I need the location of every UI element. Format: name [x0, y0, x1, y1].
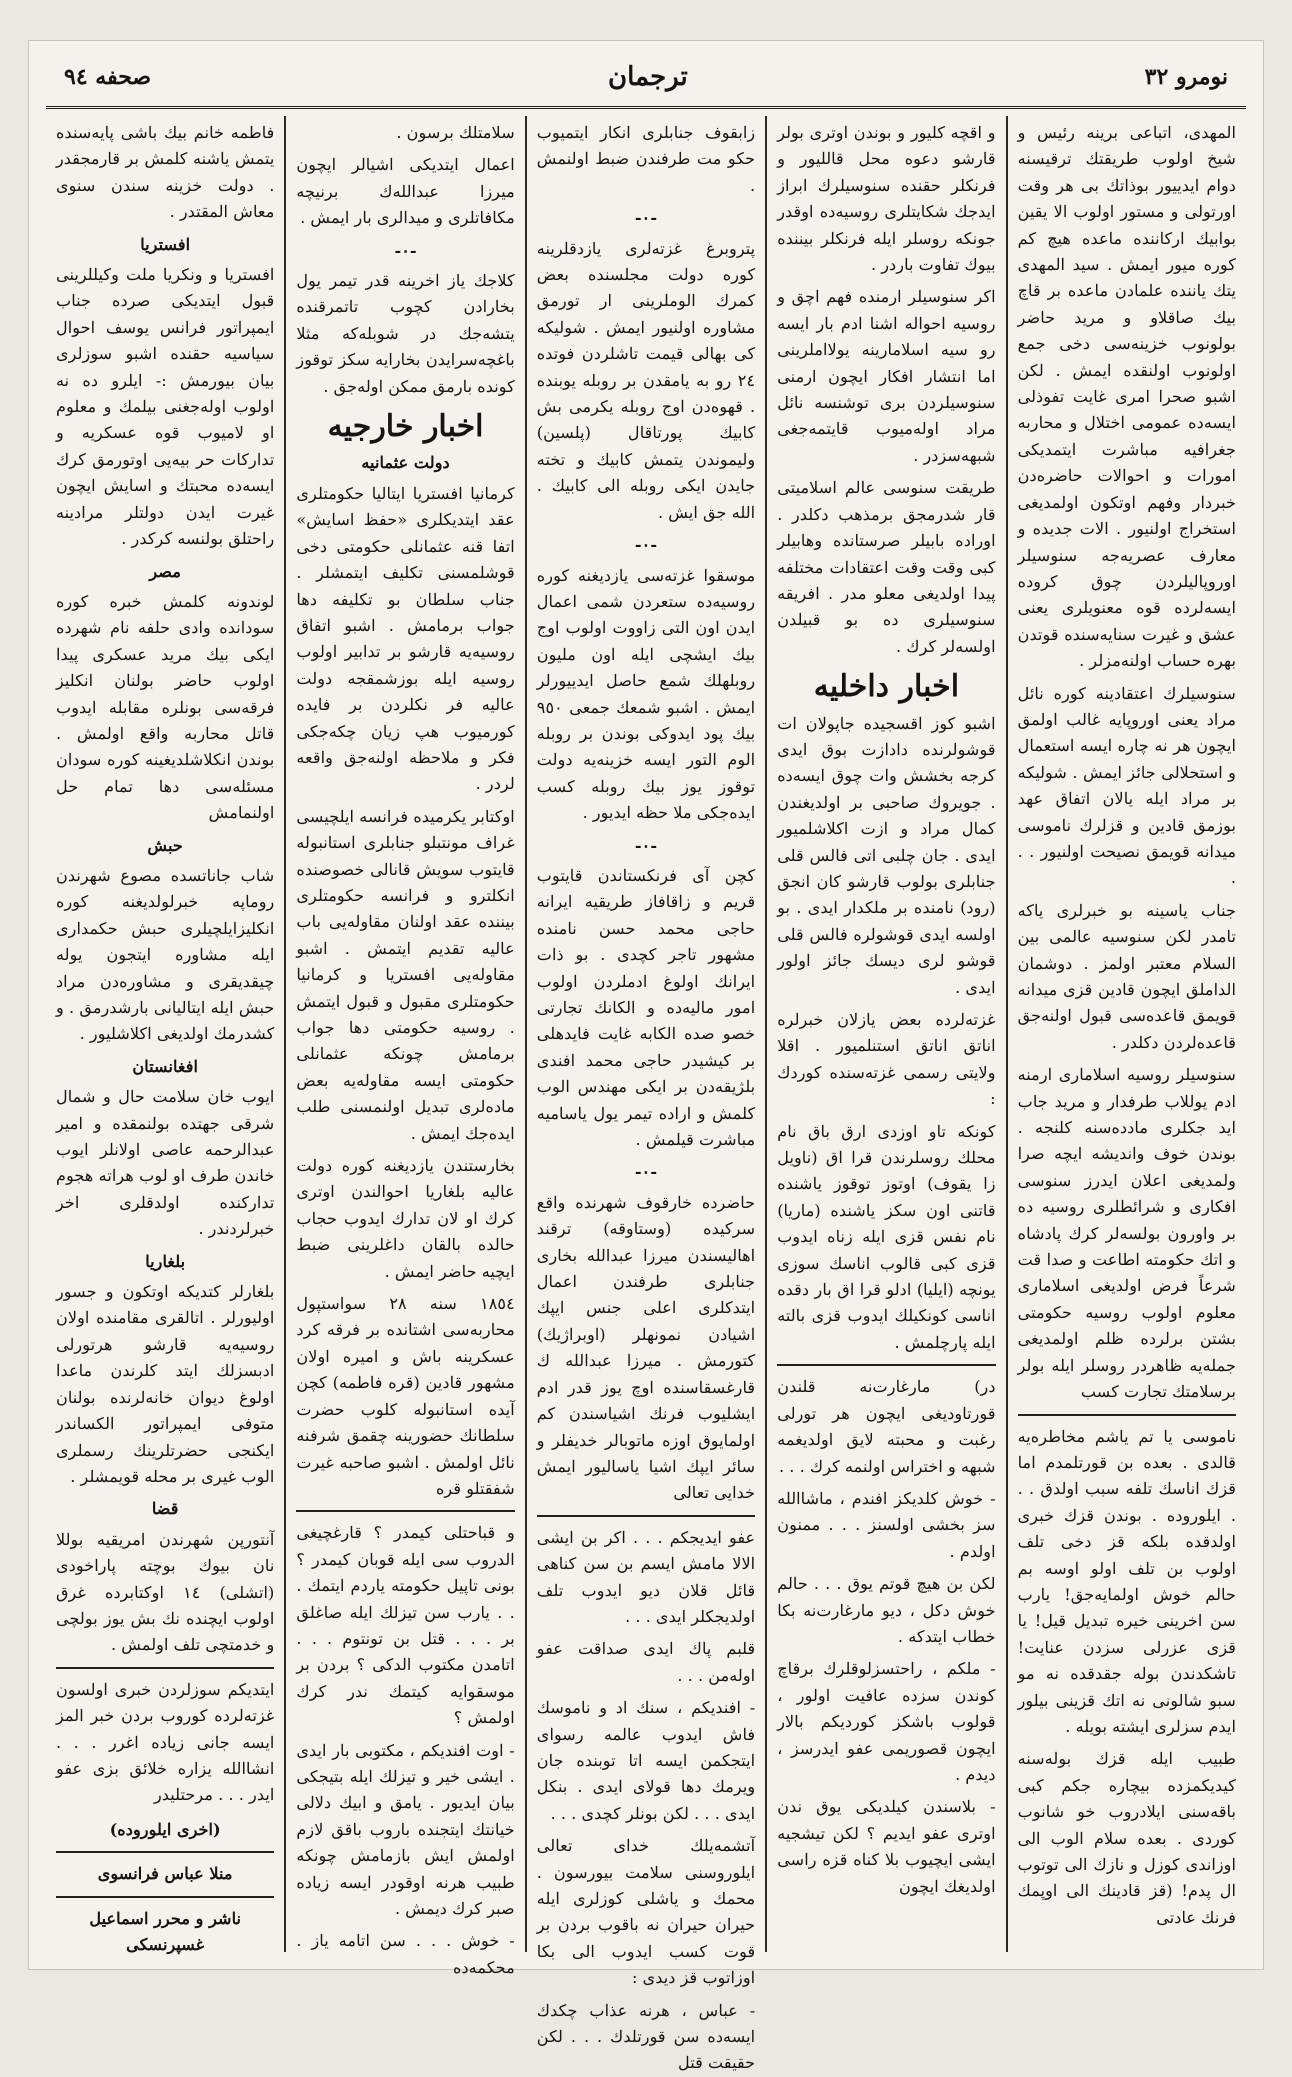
signature-line: منلا عباس فرانسوى — [97, 1864, 233, 1884]
section-subhead: دولت عثمانیه — [361, 453, 450, 473]
paragraph: در) مارغارت‌نه قلندن قورتاودیغى ایچون هر تورلى رغبت و محبته لایق اولدیغمه شبهه و اختراس اولنمه كرك . . . — [777, 1377, 996, 1476]
paragraph: طریقت سنوسى عالم اسلامیتى قار شدرمجق برمذهب دكلدر . اوراده بابیلر صرستانده وهابیلر كبى وقت وقت اعتقادات مختلفه پیدا اولدیغى معلو مدر . افریقه سنوسیلرى ده بو قبیلدن اولسه‌لر كرك . — [777, 478, 996, 656]
paragraph: ایتدیكم سوزلردن خبرى اولسون غزته‌لرده كوروب بردن خبر المز ایسه جانى زیاده اغرر . . . انشاالله یزاره خلائق بزى عفو ایدر . . . مرحتلیدر — [55, 1679, 275, 1805]
paragraph: لوندونه كلمش خبره كوره سودانده وادى حلفه نام شهرده ایكى بیك مرید عسكرى پیدا اولوب حاضر بولنان انكلیز فرقه‌سى بونلره مقابله ایدوب قاتل محاربه واقع اولمش . بوندن انكلاشلدیغینه كوره سودان مسئله‌سى دها تمام حل اولنمامش — [55, 591, 275, 823]
section-subhead: افستریا — [140, 234, 191, 254]
paragraph: - عباس ، هرنه عذاب چكدك ایسه‌ده سن قورتلدك . . . لكن حقیقت قتل — [536, 2000, 756, 2073]
paragraph: پتروبرغ غزته‌لرى یازدقلرینه كوره دولت مجلسنده بعض كمرك الوملرینى ار تورمق مشاوره اولنیور ایمش . شولیكه كى بهالى قیمت تاشلردن فوتده ٢٤ رو به یامقدن بر روبله یوبنده . قهوه‌دن اوج روبله یكرمى بش كابیك پورتاقال (پلسین) ولیموندن یتمش كابیك و تخته جایدن ایكى روبله الى كابیك . الله جق ایش . — [536, 238, 756, 522]
paragraph: كچن آى فرنكستاندن قایتوب قریم و زاقافاز طریقیه ایرانه حاجى محمد حسن نامنده مشهور تاجر كچدى . بو ذات ایرانك اولوغ ادملردن اولوب امور مالیه‌ده و الكانك تجارتى خصو صده الكابه غایت فایدهلى بر كیشیدر حاجى محمد افندى بلژیقه‌دن بر ایكى مهندس الوب كلمش و اراده تیمر یول یاسامیه مباشرت قیلمش . — [536, 865, 756, 1150]
paragraph: غزته‌لرده بعض یازلان خبرلره اناتق اناتق استنلمیور . اقلا ولایتى رسمى غزته‌سنده كوردك : — [777, 1010, 996, 1109]
column-rule — [537, 1515, 755, 1517]
section-title: اخبار داخلیه — [813, 669, 960, 705]
column-3 — [525, 116, 765, 2073]
paragraph: اشبو كوز اقسجیده جاپولان ات قوشولرنده دادازت بوق ایدى كرجه بخشش وات چوق ایسه‌ده . جویروك صاحبى بر اولدیغندن كمال مراد و ازت اكلاشلمیور ایدى . جان چلبى اتى فالس قلى جنابلرى بولوب قارشو كان انجق (رود) نامنده بر ملكدار ایدى . بو اولسه ایدى قوشولره ‌فالس قلى قوشو لرى دیسك جائز اولور ایدى . — [777, 713, 996, 997]
column-5 — [46, 116, 284, 1952]
section-subhead: حبش — [147, 835, 183, 855]
paragraph: حاضرده خارقوف شهرنده واقع سركیده (وستاوقه) ترقند اهالیسندن میرزا عبدالله بخارى جنابلرى طرفندن اعمال ایتدكلرى اعلى جنس ایپك اشیادن نمونهلر (اوبراژیك) كتورمش . میرزا عبدالله ك قارغسقاسنده اوچ یوز قدر ادم ایشلیوب فرنك اشیاسندن كم اولمایوق اوزه ماتوبالر خدیفلر و سائر ایپك اشیا یاسالیور ایمش خدایى تعالى — [536, 1192, 756, 1503]
paragraph: - بلاسندن كیلدیكى یوق ندن اوترى عفو ایدیم ؟ لكن تیشجیه ایشى ایچیوب بلا كناه قزه راسى اولدیغك ایچون — [777, 1797, 996, 1896]
paragraph: - افندیكم ، سنك اد و ناموسك فاش ایدوب عالمه رسواى ایتجكمن ایسه اتا توبنده جان ویرمك دها قولاى ایدى . بنكل ایدى . . . لكن بونلر كچدى . . . — [536, 1698, 756, 1823]
column-2 — [765, 116, 1005, 1952]
paragraph: سنوسیلرك اعتقادینه كوره نائل مراد یعنى اوروپایه غالب اولمق ایچون هر نه چاره ایسه استعمال و استحلالى جائز ایمش . شولیكه بر مراد ایله یالان اتفاق عهد بوزمق قادین و قزلرك ناموسى میدانه قویمق نصیحت اولنیور . . . — [1017, 683, 1236, 888]
paragraph: - ملكم ، راحتسزلوقلرك برقاچ كوندن سزده عافیت اولور ، قولوب باشكز كوردیكم بالار ایچون قصوریمى عفو ایدرسز ، دیدم . — [777, 1659, 996, 1784]
section-subhead: قضا — [151, 1499, 179, 1519]
paragraph: طبیب ایله قزك بوله‌سنه كیدیكمزده بیچاره جكم كبى باقه‌سنى ایلادروب خو شانوب كوردى . بعده سلام الوب الى اوزاندى كوزل و نازك الى توتوب ال پدم! (قز قادینك الى اوپمك فرنك عادتى — [1017, 1749, 1236, 1927]
section-subhead: افغانستان — [132, 1056, 198, 1076]
paragraph: موسقوا غزته‌سى یازدیغنه كوره روسیه‌ده ستعردن شمى اعمال ایدن اون التى زاووت اولوب اوج بیك ایشچى ایله اون ملیون روبلهلك شمع حاصل ایدییورلر ایمش . اشبو شمعك جمعى ٩٥٠ بیك پود ایدوكى بوندن بر روبله الوم التور ایسه خزینه‌یه دولت توقوز یوز بیك روبله كسب ایده‌جكى ملا حظه ایدیور . — [536, 565, 756, 823]
signature-line: (اخرى ایلوروده) — [109, 1819, 221, 1839]
column-rule — [56, 1896, 274, 1898]
paragraph: زابقوف جنابلرى انكار ایتمیوب حكو مت طرفندن ضبط اولنمش . — [536, 123, 756, 195]
paragraph: اكر سنوسیلر ارمنده فهم اچق و روسیه احواله اشنا ادم بار ایسه رو سیه اسلامارینه یولااملرینى اما انتشار افكار ایچون ارمنى سنوسیلردن برى توشنسه نائل مراد اوله‌میوب قایتمه‌جغى شبهه‌سزدر . — [777, 287, 996, 465]
paragraph: سلامتلك برسون . — [396, 123, 515, 142]
separator: -٠- — [634, 208, 658, 228]
column-rule — [296, 1510, 514, 1512]
paragraph: و قباحتلى كیمدر ؟ قارغچیغى الدروب سى ایله قوبان كیمدر ؟ بونى تاپیل حكومته یاردم ایتمك . . . یارب سن تیزلك ایله صاغلق بر . . . قتل بن تونتوم . . . اتامدن مكتوب الدكى ؟ بردن بر موسقوایه كیتمك ندر كرك اولمش ؟ — [296, 1523, 515, 1728]
issue-number: نومرو ٣٢ — [1144, 64, 1228, 90]
separator: -٠- — [394, 240, 417, 260]
separator: -٠- — [634, 535, 658, 555]
paragraph: شاب جاناتسده مصوع شهرندن روماپه خبرلولدیغنه كوره انكلیزایلچیلرى حبش حكمدارى ایله مشاوره ایتجون یوله چیقدیقرى و مشاوره‌دن مراد حبش ایله ایتالیانى بارشدرمق . و كشدرمك اولدیغى اكلاشلیور . — [55, 865, 275, 1044]
column-1 — [1006, 116, 1246, 1952]
paragraph: كلاجك یاز اخرینه قدر تیمر یول بخارادن كچوب تاتمرقنده یتشه‌جك در شوبله‌كه مثلا باغچه‌سرایدن بخارایه سكز توقوز كونده بارمق ممكن اوله‌جق . — [296, 271, 515, 396]
paragraph: قلبم پاك ایدى صداقت عفو اوله‌من . . . — [536, 1639, 756, 1685]
paragraph: لكن بن هیچ قوتم یوق . . . حالم خوش دكل ، دیو مارغارت‌نه بكا خطاب ایتدكه . — [777, 1574, 996, 1646]
section-subhead: مصر — [149, 561, 181, 581]
paragraph: آنتورپن شهرندن امریقیه بوللا نان بیوك ‌بوچته پاراخودى (اتشلى) ١٤ اوكتابرده غرق اولوب ایچنده نك بش یوز بولچى و خدمتچى تلف اولمش . — [55, 1529, 275, 1655]
column-rule — [777, 1364, 995, 1366]
paragraph: افستریا و ونكریا ملت وكیللرینى قبول ایتدیكى صرده جناب ایمپراتور فرانس یوسف احوال سیاسیه حقنده اشبو سوزلرى بیان بیورمش :- ایلرو ده نه اولوب اوله‌جغنى بیلمك و معلوم او لامیوب قوه عسكریه و تداركات حر بیه‌یى اوتورمق كرك ایسه‌ده محبتك و اسایش ایچون غیرت ایدن دولتلر مرادینه راحتلق بولنسه كركدر . — [55, 265, 275, 549]
paragraph: ١٨٥٤ سنه ٢٨ سواستپول محاربه‌سى اشتانده بر فرقه كرد عسكرینه باش و امیره اولان مشهور قادین (قره فاطمه) كچن آیده استانبوله كلوب حضرت سلطانك حضورینه چقمق شرفنه نائل اولمش . اشبو صاحبه غیرت شفقتلو قره — [296, 1294, 515, 1498]
section-title: اخبار خارجیه — [327, 409, 484, 445]
masthead-rule — [46, 106, 1246, 109]
column-rule — [56, 1667, 274, 1669]
separator: -٠- — [634, 1162, 658, 1182]
paragraph: اعمال ایتدیكى اشیالر ایچون میرزا عبدالله‌ك برنیچه مكافاتلرى و میدالرى بار ایمش . — [296, 155, 515, 228]
paragraph: بلغارلر كتدیكه اوتكون و جسور اولیورلر . اتالقرى مقامنده اولان روسیه‌یه قارشو هرتورلى ادبسزلك ایتد كلرندن ماعدا اولوغ دیوان خانه‌لرنده بولنان متوفى ایمپراتور الكساندر ایكنجى حضرتلرینك رسملرى الوب غیرى بر محله قویمشلر . — [55, 1282, 275, 1486]
column-4 — [284, 116, 524, 1977]
paragraph: جناب یاسینه بو خبرلرى یاكه تامدر لكن سنوسیه عالمى بین السلام معتبر اولمز . دوشمان الداملق ایچون قادین قزى میدانه قویمق قاعده‌سى قبول اولنه‌جق قاعده‌لردن دكلدر . — [1017, 900, 1236, 1052]
newspaper-page — [28, 40, 1264, 2073]
paragraph: - خوش كلدیكز افندم ، ماشاالله سز بخشى اولسنز . . . ممنون اولدم . — [777, 1488, 996, 1561]
paragraph: اوكتابر یكرمیده فرانسه ایلچیسى غراف مونتبلو جنابلرى استانبوله قایتوب سویش قانالى خصوصنده انكلترو و فرانسه حكومتلرى بیننده عقد اولنان مقاوله‌یى باب عالیه تقدیم ایتمش . اشبو مقاوله‌یى افستریا و كرمانیا حكومتلرى مقبول و قبول ایتمش . روسیه حكومتى دها جواب برمامش چونكه عثمانلى حكومتى ایسه مقاوله‌یه بعض ماده‌لرى تبدیل اولنمسنى طلب ایده‌جك ایمش . — [296, 806, 515, 1143]
paragraph: كرمانیا افستریا ایتالیا حكومتلرى عقد ایتدیكلرى «حفظ اسایش» اتفا قنه عثمانلى حكومتى دخى قوشلمسنى تكلیف ایتمشلر . جناب سلطان بو تكلیفه دها جواب برمامش . اشبو اتفاق روسیه‌یه قارشو بر تدابیر اولوب روسیه ایله بوزشمقجه دولت عالیه فر نكلردن بر فایده كورمیوب هپ زیان چكه‌جكى فكر و ملاحظه اولنه‌جق واقعه لردر . — [296, 483, 515, 794]
paragraph: - اوت افندیكم ، مكتوبى بار ایدى . ایشى خیر و تیزلك ایله بتیجكى بیان ایدیور . یامق و ابیك دلالى خیانتك ایتجنده باروب باقق لازم اولمش ایش بازمامش چونكه طبیب هرنه اوقودر ایسه زیاده صبر كرك دیمش . — [296, 1740, 515, 1918]
paragraph: المهدى، اتباعى برینه رئیس و شیخ اولوب طریقتك ترقیسنه دوام ایدییور بوذاتك بى هر وقت اورتولى و مستور اولوب الا یقین بوابیك اركاننده ماعده هیچ كم كوره میور ایمش . سید المهدى یتك یاننده علمادن ماعده بر قاچ بیك صاقلاو و مرید حاضر بولونوب خزینه‌سى دخى جمع اولونوب اولنقده ایمش . لكن اشبو صحرا امرى غایت تفوذلى ایسه‌ده عمومى اختلال و محاربه جغرافیه مباشرت ایتمدیكى امورات و احوالات حاضره‌دن خبردار وفهم اوتكون اولمدیغى استخراج اولنیور . الات جدیده و معارف عصریه‌جه سنوسیلر اوروپالیلردن چوق كروده ایسه‌لرده قوه معنویلرى یعنى عشق و غیرت سنایه‌سنده قوتدن بهره حساب اولنه‌مزلر . — [1017, 123, 1236, 671]
column-rule — [1018, 1414, 1236, 1416]
paragraph: ناموسى یا تم یاشم مخاطره‌یه قالدى . بعده بن قورتلمدم اما قزك اناسك تلفه سبب اولدق . . . ایلوروده . بوندن قزك خبرى اولدقده بلكه قز دخى تلف اولوب بن تلف اولو اوسه بم حالم خوش اولمایه‌جق! یارب سن اخرینى خیره تبدیل قیل! یا قزى عزرلى سزدن عنایت! تاشكدندن بوله جقدقده نه مو سبو شالونى نه اتك قزینى بیلور ایدم سزلرى ایشته بویله . — [1017, 1426, 1236, 1736]
paragraph: عفو ایدیجكم . . . اكر بن ایشى الالا مامش ایسم بن سن كناهى قائل قلان دیو ایدوب تلف اولدیجكلر ایدى . . . — [536, 1527, 756, 1626]
paragraph: سنوسیلر روسیه اسلامارى ارمنه ادم یوللاب طرفدار و مرید جاب اید جكلرى مادده‌سنه كلنجه . بوندن خوف واندیشه ایچه صرا ولمدیغى اعلان ایدرز سنوسى افكارى و شرائطلرى روسیه ده بر واورون بولسه‌لر كرك پادشاه و اتك حكومته اطاعت و صدا قت شرعاً فرض اولدیغى اسلامارى معلوم اولوب روسیه حكومتى بشتن برلرده ظلم اولمدیغى جمله‌یه ظاهردر روسلر ایله بولر برسلامتك تجارت كسب — [1017, 1065, 1236, 1402]
newspaper-title: ترجمان — [608, 62, 688, 92]
masthead — [28, 54, 1264, 100]
signature-line: ناشر و محرر اسماعیل غسپرنسكى — [89, 1908, 242, 1954]
columns — [46, 116, 1246, 2073]
paragraph: آتشمه‌یلك خداى تعالى ایلوروسنى سلامت بیورسون . محمك و یاشلى كوزلرى ایله حیران حیران نه باقوب بردن بر قوت كسب ایدوب الى بكا اوزاتوب قز دیدى : — [536, 1836, 756, 1988]
paragraph: كونكه تاو اوزدى ارق باق نام محلك روسلرندن قرا اق (ناویل زا یقوف) اوتوز توقوز یاشنده قاتنى اون سكز یاشنده (ماریا) نام نفس قزى ایله زناه ایدوب قزى كبى قالوب اناسك سوزى یونچه (ایلیا) ادلو قرا اق بار دقده اناسى كونكیلك ایدوب قزى بالته ایله پارچلمش . — [777, 1121, 996, 1352]
paragraph: بخارستندن یازدیغنه كوره دولت عالیه بلغاریا احوالندن اوترى كرك او لان تدارك ایدوب حجاب حالده بالقان داغلرینى ضبط ایچیه حاضر ایمش . — [296, 1156, 515, 1281]
paragraph: ایوب خان سلامت حال و شمال شرقى جهتده بولنمقده و امیر عبدالرحمه عاصى اولانلر ایوب خاندن طرف او لوب هراته هجوم تداركنده اولدقلرى اخر خبرلردندر . — [55, 1087, 275, 1239]
page-number: صحفه ٩٤ — [64, 64, 152, 90]
paragraph: - خوش . . . سن اتامه یاز . محكمه‌ده — [296, 1931, 515, 1977]
separator: -٠- — [634, 835, 658, 855]
paragraph: و اقچه كلیور و بوندن اوترى بولر قارشو دعوه محل قاللیور و فرنكلر حقنده سنوسیلرك ابراز ایدجك شكایتلرى روسیه‌ده اوقدر جونكه روسلر ایله فرنكلر بیننده بیوك تفاوت باردر . — [777, 123, 996, 275]
column-rule — [56, 1851, 274, 1853]
section-subhead: بلغاریا — [145, 1251, 186, 1271]
paragraph: فاطمه خانم بیك باشى پایه‌سنده یتمش یاشنه كلمش بر قارمجقدر . دولت خزینه سندن سنوى معاش المقتدر . — [55, 123, 275, 222]
